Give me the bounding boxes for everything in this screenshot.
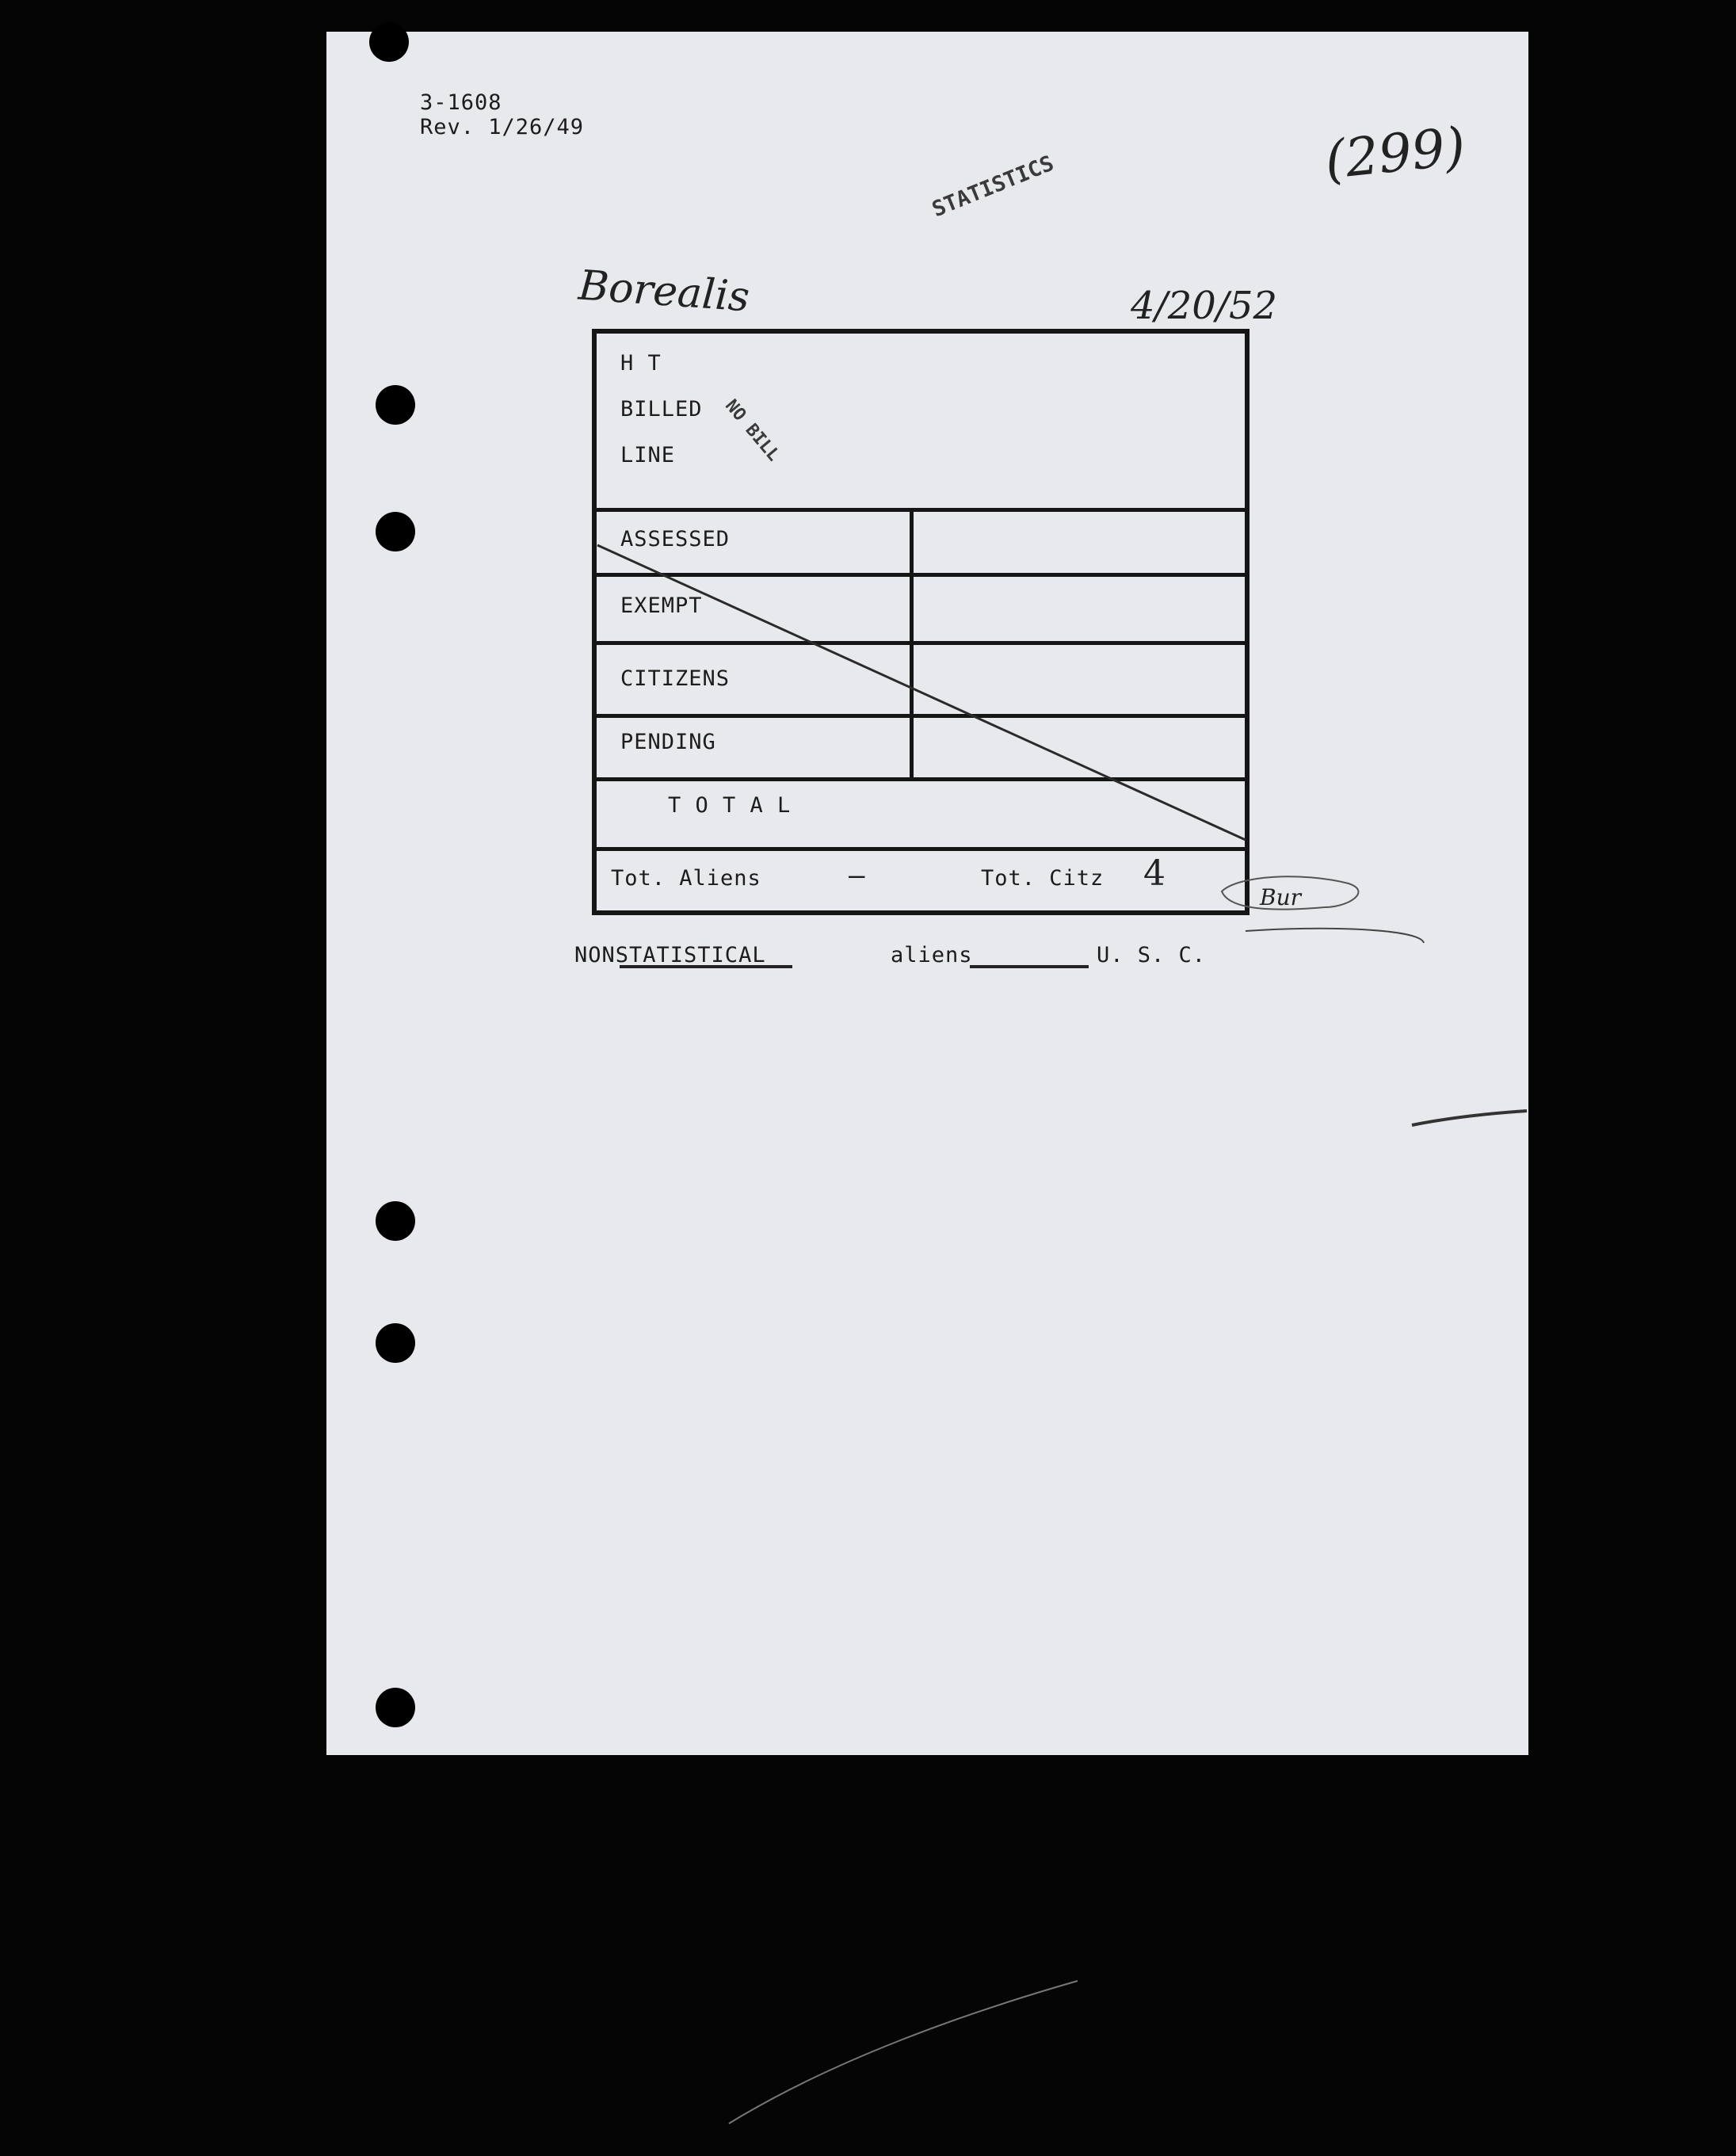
form-date: 4/20/52: [1131, 284, 1278, 328]
pending-label: PENDING: [620, 730, 716, 754]
ht-label: H T: [620, 351, 662, 376]
total-label: T O T A L: [668, 793, 792, 818]
aliens-label: aliens: [891, 943, 973, 967]
form-number: 3-1608: [420, 90, 502, 115]
strike-line: [326, 32, 1528, 1755]
tot-citz-value: 4: [1143, 853, 1166, 894]
assessed-label: ASSESSED: [620, 527, 731, 551]
nonstatistical-label: NONSTATISTICAL: [574, 943, 766, 967]
tot-aliens-label: Tot. Aliens: [611, 866, 761, 891]
vessel-name: Borealis: [577, 261, 751, 322]
usc-label: U. S. C.: [1097, 943, 1207, 967]
exempt-label: EXEMPT: [620, 593, 703, 618]
statistics-stamp: STATISTICS: [929, 151, 1058, 223]
line-label: LINE: [620, 443, 676, 467]
revision-date: Rev. 1/26/49: [420, 115, 585, 139]
tot-citz-label: Tot. Citz: [981, 866, 1105, 891]
document-page: [326, 32, 1528, 1755]
initials: Bur: [1260, 884, 1301, 910]
billed-label: BILLED: [620, 397, 703, 422]
page-number: (299): [1322, 115, 1469, 192]
citizens-label: CITIZENS: [620, 666, 731, 691]
tot-aliens-value: —: [849, 860, 866, 891]
no-bill-stamp: NO BILL: [720, 395, 784, 466]
